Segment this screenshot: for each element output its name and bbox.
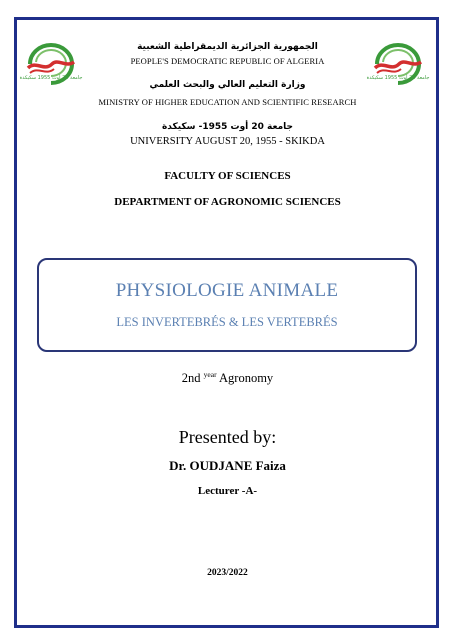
republic-english: PEOPLE'S DEMOCRATIC REPUBLIC OF ALGERIA bbox=[130, 56, 325, 66]
logo-text: جامعة 20 أوت 1955 سكيكدة bbox=[19, 75, 83, 81]
republic-arabic: الجمهورية الجزائرية الديمقراطية الشعبية bbox=[137, 42, 318, 52]
logo-text: جامعة 20 أوت 1955 سكيكدة bbox=[366, 75, 430, 81]
ministry-english: MINISTRY OF HIGHER EDUCATION AND SCIENTIFIC RESEARCH bbox=[98, 97, 357, 107]
course-subtitle: LES INVERTEBRÉS & LES VERTEBRÉS bbox=[116, 315, 338, 329]
academic-year: 2023/2022 bbox=[207, 568, 248, 578]
level-prefix: 2nd bbox=[181, 371, 201, 385]
study-level bbox=[0, 370, 455, 386]
university-english: UNIVERSITY AUGUST 20, 1955 - SKIKDA bbox=[130, 136, 325, 147]
presented-by-label: Presented by: bbox=[178, 427, 277, 447]
level-suffix: Agronomy bbox=[219, 371, 274, 385]
author-name: Dr. OUDJANE Faiza bbox=[169, 458, 286, 473]
department-name: DEPARTMENT OF AGRONOMIC SCIENCES bbox=[114, 196, 341, 208]
author-position: Lecturer -A- bbox=[197, 485, 258, 497]
university-arabic: جامعة 20 أوت 1955- سكيكدة bbox=[161, 122, 294, 132]
faculty-name: FACULTY OF SCIENCES bbox=[164, 170, 291, 182]
course-title: PHYSIOLOGIE ANIMALE bbox=[115, 280, 339, 301]
course-title-box bbox=[37, 258, 417, 352]
level-sup: year bbox=[203, 370, 217, 379]
ministry-arabic: وزارة التعليم العالي والبحث العلمي bbox=[149, 80, 306, 90]
